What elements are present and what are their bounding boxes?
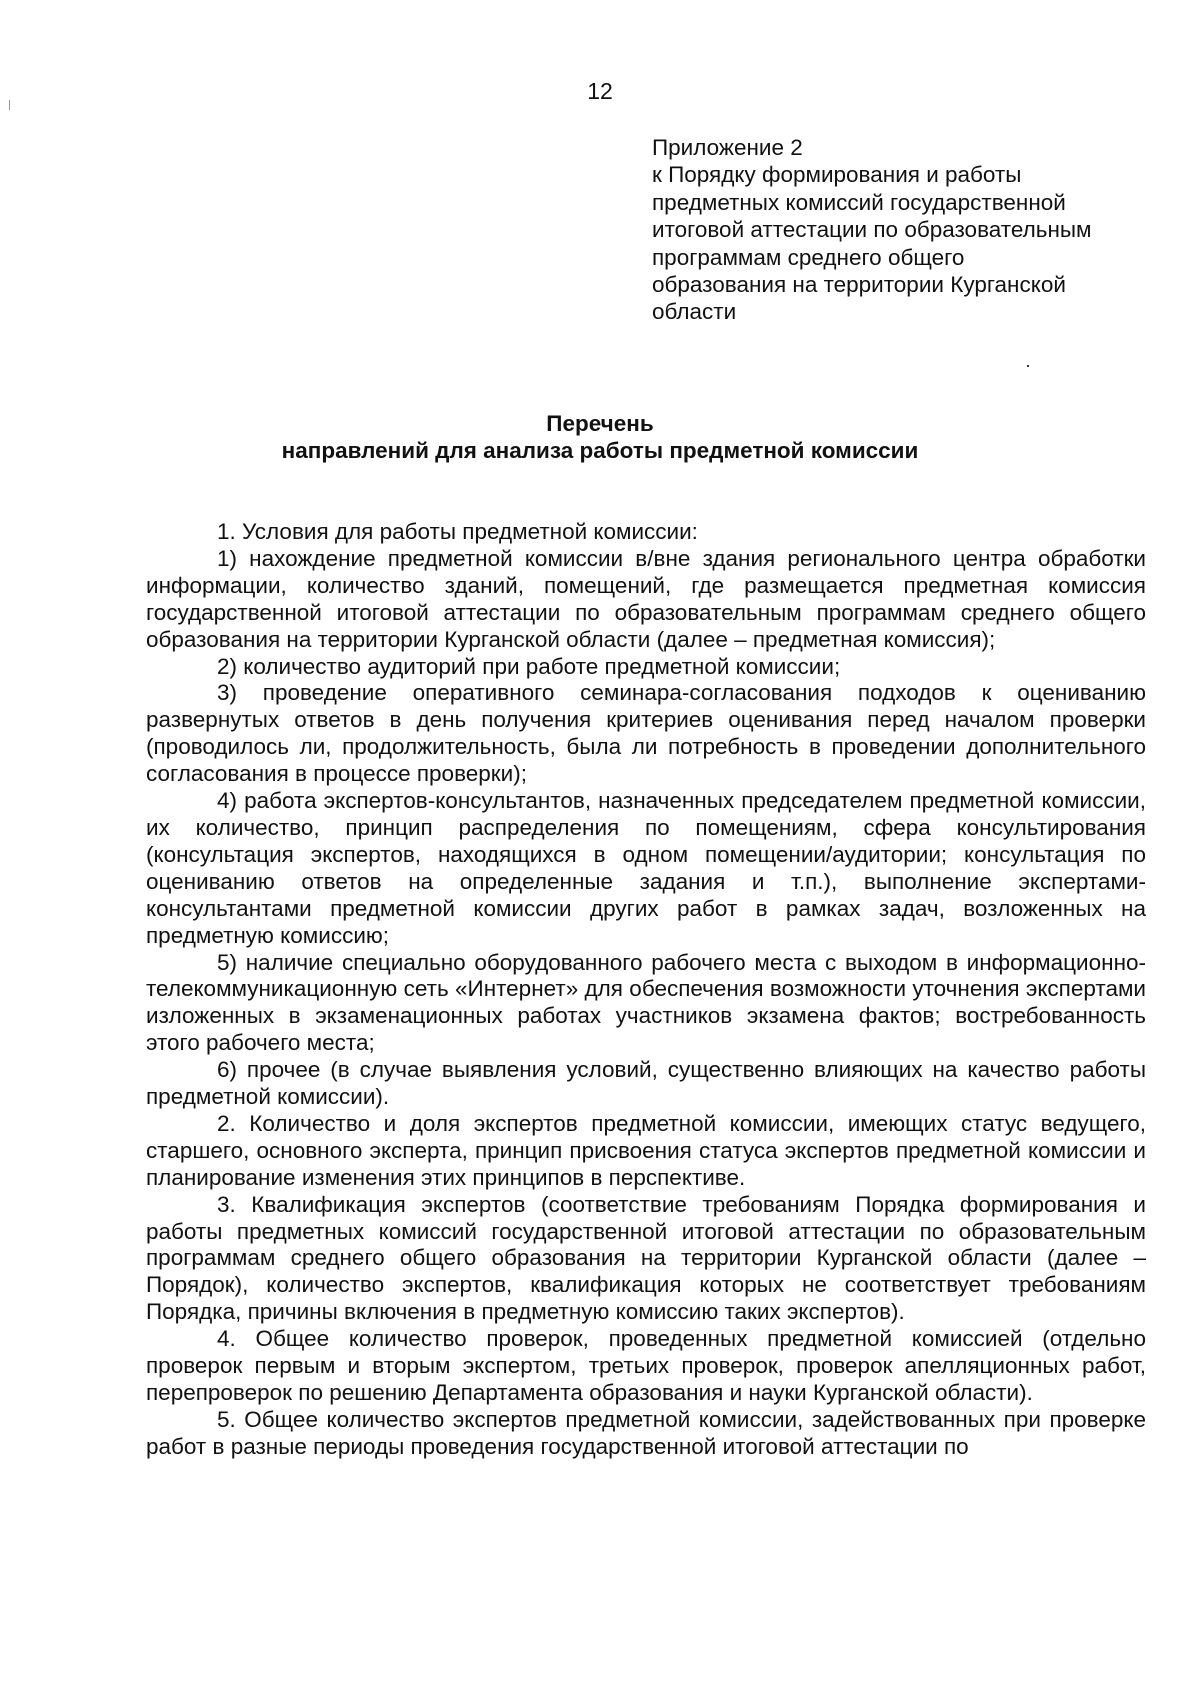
- paragraph: 5. Общее количество экспертов предметной комиссии, задействованных при проверке работ в разные периоды проведения государственной итоговой аттестации по: [146, 1406, 1146, 1459]
- paragraph: 6) прочее (в случае выявления условий, существенно влияющих на качество работы предметной комиссии).: [146, 1057, 1146, 1110]
- appendix-line: области: [652, 299, 737, 325]
- scan-speck: [9, 100, 10, 110]
- appendix-line: итоговой аттестации по образовательным: [652, 217, 1092, 243]
- paragraph: 2. Количество и доля экспертов предметной комиссии, имеющих статус ведущего, старшего, основного эксперта, принцип присвоения статуса экспертов предметной комиссии и планирование изменения этих принципов в перспективе.: [146, 1110, 1146, 1190]
- page-number: 12: [587, 78, 613, 104]
- appendix-note: [652, 134, 1152, 326]
- paragraph: 3) проведение оперативного семинара-согласования подходов к оцениванию развернутых ответов в день получения критериев оценивания перед началом проверки (проводилось ли, продолжительность, была ли потребность в проведении дополнительного согласования в процессе проверки);: [146, 680, 1146, 787]
- paragraph: 1) нахождение предметной комиссии в/вне здания регионального центра обработки информации, количество зданий, помещений, где размещается предметная комиссия государственной итоговой аттестации по образовательным программам среднего общего образования на территории Курганской области (далее – предметная комиссия);: [146, 545, 1146, 652]
- appendix-line: предметных комиссий государственной: [652, 189, 1066, 215]
- title-line-2: направлений для анализа работы предметной комиссии: [281, 438, 919, 463]
- title-line-1: Перечень: [546, 411, 654, 436]
- appendix-line: к Порядку формирования и работы: [652, 162, 1022, 188]
- appendix-line: Приложение 2: [652, 135, 803, 160]
- document-title: [0, 410, 1200, 464]
- paragraph: 4. Общее количество проверок, проведенных предметной комиссией (отдельно проверок первым и вторым экспертом, третьих проверок, проверок апелляционных работ, перепроверок по решению Департамента образования и науки Курганской области).: [146, 1326, 1146, 1405]
- document-body: [146, 519, 1146, 1461]
- scan-speck: [1027, 365, 1029, 367]
- appendix-line: программам среднего общего: [652, 244, 965, 270]
- paragraph: 3. Квалификация экспертов (соответствие требованиям Порядка формирования и работы предметных комиссий государственной итоговой аттестации по образовательным программам среднего общего образования на территории Курганской области (далее – Порядок), количество экспертов, квалификация которых не соответствует требованиям Порядка, причины включения в предметную комиссию таких экспертов).: [146, 1191, 1146, 1325]
- paragraph: 2) количество аудиторий при работе предметной комиссии;: [217, 653, 841, 679]
- paragraph: 5) наличие специально оборудованного рабочего места с выходом в информационно-телекоммуникационную сеть «Интернет» для обеспечения возможности уточнения экспертами изложенных в экзаменационных работах участников экзамена фактов; востребованность этого рабочего места;: [146, 949, 1146, 1056]
- paragraph: 4) работа экспертов-консультантов, назначенных председателем предметной комиссии, их количество, принцип распределения по помещениям, сфера консультирования (консультация экспертов, находящихся в одном помещении/аудитории; консультация по оцениванию ответов на определенные задания и т.п.), выполнение экспертами-консультантами предметной комиссии других работ в рамках задач, возложенных на предметную комиссию;: [146, 788, 1146, 948]
- appendix-line: образования на территории Курганской: [652, 272, 1066, 298]
- paragraph: 1. Условия для работы предметной комиссии:: [217, 519, 698, 544]
